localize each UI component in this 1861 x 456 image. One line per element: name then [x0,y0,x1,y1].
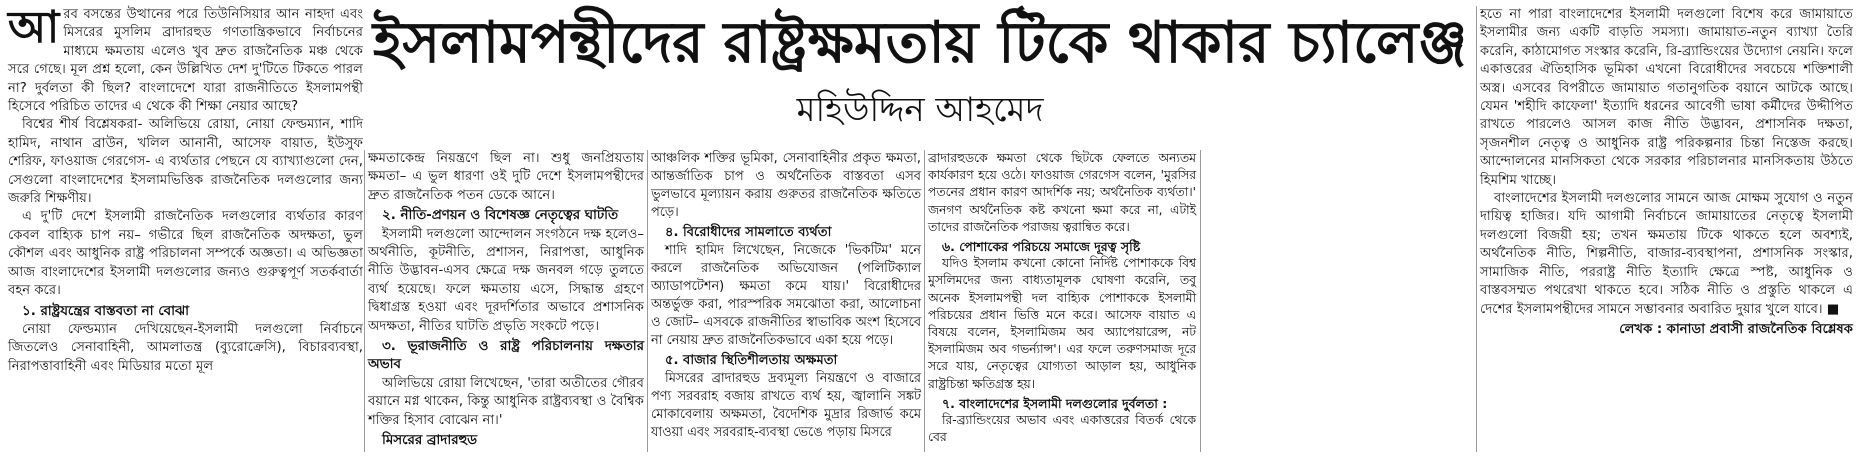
paragraph: যদিও ইসলাম কখনো কোনো নির্দিষ্ট পোশাককে বিশ্ব মুসলিমদের জন্য বাধ্যতামূলক ঘোষণা করেনি, তবু অনেক ইসলামপন্থী দল বাহ্যিক পোশাককে ইসলামী পরিচয়ের প্রধান ভিত্তি মনে করে। আসেফ বায়াত এ বিষয়ে বলেন, ইসলামিজম অব অ্যাপেয়ারেন্স, নট ইসলামিজম অব গভর্ন্যান্স'। এর ফলে তরুণসমাজ দূরে সরে যায়, নেতৃত্বের যোগ্যতা আড়াল হয়, আধুনিক রাষ্ট্রচিন্তা ক্ষতিগ্রস্ত হয়। [928,256,1196,391]
paragraph: বিশ্বের শীর্ষ বিশ্লেষকরা- অলিভিয়ে রোয়া, নোয়া ফেল্ডম্যান, শাদি হামিদ, নাথান ব্রাউন, খলিল আনানী, আসেফ বায়াত, ইউসুফ শেরিফ, ফাওয়াজ গেরগেস- এ ব্যর্থতার পেছনে যে ব্যাখ্যাগুলো দেন, সেগুলো বাংলাদেশের ইসলামভিত্তিক রাজনৈতিক দলগুলোর জন্য জরুরি শিক্ষণীয়। [8,117,363,207]
subheading: ৫. বাজার স্থিতিশীলতায় অক্ষমতা [665,353,838,368]
headline: ইসলামপন্থীদের রাষ্ট্রক্ষমতায় টিকে থাকার চ্যালেঞ্জ [372,9,1468,76]
column-2 [368,150,644,451]
subheading: ৪. বিরোধীদের সামলাতে ব্যর্থতা [665,225,832,240]
column-4 [928,150,1196,446]
paragraph: অলিভিয়ে রোয়া লিখেছেন, 'তারা অতীতের গৌরব বয়ানে মগ্ন থাকেন, কিন্তু আধুনিক রাষ্ট্রব্যবস্থা ও বৈশ্বিক শক্তির হিসাব বোঝেন না।' [368,375,644,428]
dropcap: আ [8,2,60,53]
subheading: মিসরের ব্রাদারহুড [382,433,477,449]
subheading: ৭. বাংলাদেশের ইসলামী দলগুলোর দুর্বলতা : [942,395,1168,411]
paragraph: ইসলামী দলগুলো আন্দোলন সংগঠনে দক্ষ হলেও– অর্থনীতি, কূটনীতি, প্রশাসন, নিরাপত্তা, আধুনিক নীতি উদ্ভাবন-এসব ক্ষেত্রে দক্ষ জনবল গড়ে তুলতে ব্যর্থ হয়েছে। ফলে ক্ষমতায় এসে, সিদ্ধান্ত গ্রহণে দ্বিধাগ্রস্ত হওয়া এবং দূরদর্শিতার অভাবে প্রশাসনিক অদক্ষতা, নীতির ঘাটতি প্রভৃতি সংকটে পড়ে। [368,226,644,334]
column-rule [647,150,648,452]
author-note: লেখক : কানাডা প্রবাসী রাজনৈতিক বিশ্লেষক [1619,321,1853,337]
column-3 [651,150,921,442]
paragraph: ক্ষমতাকেন্দ্র নিয়ন্ত্রণে ছিল না। শুধু জনপ্রিয়তায় ক্ষমতা– এ ভুল ধারণা ওই দুটি দেশে ইসলামপন্থীদের দ্রুত রাজনৈতিক পতন ডেকে আনে। [368,151,644,203]
subheading: ৬. পোশাকের পরিচয়ে সমাজে দূরত্ব সৃষ্টি [942,239,1141,255]
column-rule [364,150,365,452]
paragraph: মিসরের ব্রাদারহুড দ্রব্যমূল্য নিয়ন্ত্রণে ও বাজারে পণ্য সরবরাহ বজায় রাখতে ব্যর্থ হয়, জ্বালানি সঙ্কট মোকাবেলায় অক্ষমতা, বৈদেশিক মুদ্রার রিজার্ভ কমে যাওয়া এবং সরবরাহ-ব্যবস্থা ভেঙে পড়ায় মিসরে [651,371,921,440]
paragraph: ব্রাদারহুডকে ক্ষমতা থেকে ছিটকে ফেলতে অন্যতম কার্যকারণ হয়ে ওঠে। ফাওয়াজ গেরগেস বলেন, 'মুরসির পতনের প্রধান কারণ আদর্শিক নয়; অর্থনৈতিক ব্যর্থতা।' জনগণ অর্থনৈতিক কষ্ট কখনো ক্ষমা করে না, এটাই তাদের রাজনৈতিক পরাজয় ত্বরান্বিত করে। [928,151,1196,234]
paragraph: এ দু'টি দেশে ইসলামী রাজনৈতিক দলগুলোর ব্যর্থতার কারণ কেবল বাহ্যিক চাপ নয়– গভীরে ছিল রাজনৈতিক অদক্ষতা, ভুল কৌশল এবং আধুনিক রাষ্ট্র পরিচালনা সম্পর্কে অজ্ঞতা। এ অভিজ্ঞতা আজ বাংলাদেশের ইসলামী দলগুলোর জন্যও গুরুত্বপূর্ণ সতর্কবার্তা বহন করে। [8,209,363,299]
byline: মহিউদ্দিন আহমেদ [796,90,1044,130]
paragraph: বাংলাদেশের ইসলামী দলগুলোর সামনে আজ মোক্ষম সুযোগ ও নতুন দায়িত্ব হাজির। যদি আগামী নির্বাচনে জামায়াতের নেতৃত্বে ইসলামী দলগুলো বিজয়ী হয়; তখন ক্ষমতায় টিকে থাকতে হলে অবশ্যই, অর্থনৈতিক নীতি, শিল্পনীতি, বাজার-ব্যবস্থাপনা, প্রশাসনিক সংস্কার, সামাজিক নীতি, পররাষ্ট্র নীতি ইত্যাদি ক্ষেত্রে স্পষ্ট, আধুনিক ও বাস্তবসম্মত পথরেখা থাকতে হবে। সঠিক নীতি ও প্রস্তুতি থাকলে এ দেশের ইসলামপন্থীদের সামনে সম্ভাবনার অবারিত দুয়ার খুলে যাবে। ■ [1480,191,1853,317]
subheading: ২. নীতি-প্রণয়ন ও বিশেষজ্ঞ নেতৃত্বের ঘাটতি [382,208,619,224]
paragraph: হতে না পারা বাংলাদেশের ইসলামী দলগুলো বিশেষ করে জামায়াতে ইসলামীর জন্য একটি বাড়তি সমস্যা। জামায়াত-নতুন ব্যাখ্যা তৈরি করেনি, কাঠামোগত সংস্কার করেনি, রি-ব্র্যান্ডিংয়ের উদ্যোগ নেয়নি। ফলে একাত্তরের ঐতিহাসিক ভূমিকা এখনো বিরোধীদের সবচেয়ে শক্তিশালী অস্ত্র। এসবের বিপরীতে জামায়াত গতানুগতিক বয়ানে আটকে আছে। যেমন 'শহীদি কাফেলা' ইত্যাদি ধরনের আবেগী ভাষা কর্মীদের উদ্দীপিত রাখতে পারলেও আসল কাজ নীতি উদ্ভাবন, প্রশাসনিক দক্ষতা, সৃজনশীল নেতৃত্ব ও আধুনিক রাষ্ট্র পরিকল্পনার চিন্তা নিস্তেজ করছে। আন্দোলনের মানসিকতা থেকে সরকার পরিচালনার মানসিকতায় উঠতে হিমশিম খাচ্ছে। [1480,7,1853,188]
paragraph [8,2,363,116]
paragraph: আঞ্চলিক শক্তির ভূমিকা, সেনাবাহিনীর প্রকৃত ক্ষমতা, আন্তর্জাতিক চাপ ও অর্থনৈতিক বাস্তবতা এসব ভুলভাবে মূল্যায়ন করায় গুরুতর রাজনৈতিক ক্ষতিতে পড়ে। [651,151,921,220]
paragraph-text: রব বসন্তের উত্থানের পরে তিউনিসিয়ার আন নাহদা এবং মিসরের মুসলিম ব্রাদারহুড গণতান্ত্রিকভাবে নির্বাচনের মাধ্যমে ক্ষমতায় এলেও খুব দ্রুত রাজনৈতিক মঞ্চ থেকে সরে গেছে। মূল প্রশ্ন হলো, কেন উল্লিখিত দেশ দু'টিতে টিকতে পারল না? দুর্বলতা কী ছিল? বাংলাদেশে যারা রাজনীতিতে ইসলামপন্থী হিসেবে পরিচিত তাদের এ থেকে কী শিক্ষা নেয়ার আছে? [8,7,363,115]
paragraph: শাদি হামিদ লিখেছেন, নিজেকে 'ভিকটিম' মনে করলে রাজনৈতিক অভিযোজন (পলিটিক্যাল অ্যাডাপটেশন) ক্ষমতা কমে যায়।' বিরোধীদের অন্তর্ভুক্ত করা, পারস্পরিক সমঝোতা করা, আলোচনা ও জোট– এসবকে রাজনীতির স্বাভাবিক অংশ হিসেবে না নেয়ায় দ্রুত রাজনৈতিকভাবে একা হয়ে পড়ে। [651,243,921,348]
paragraph: রি-ব্র্যান্ডিংয়ের অভাব এবং একাত্তরের বিতর্ক থেকে বের [928,413,1196,445]
column-rule [1476,6,1477,452]
paragraph: নোয়া ফেল্ডম্যান দেখিয়েছেন-ইসলামী দলগুলো নির্বাচনে জিতলেও সেনাবাহিনী, আমলাতন্ত্র (ব্যুরোক্রেসি), বিচারব্যবস্থা, নিরাপত্তাবাহিনী এবং মিডিয়ার মতো মূল [8,321,363,374]
column-rule [924,150,925,452]
subheading: ৩. ভূরাজনীতি ও রাষ্ট্র পরিচালনায় দক্ষতার অভাব [368,339,644,373]
column-5 [1480,6,1853,339]
subheading: ১. রাষ্ট্রযন্ত্রের বাস্তবতা না বোঝা [22,303,189,319]
column-1 [8,2,363,376]
column-rule [1200,150,1201,452]
